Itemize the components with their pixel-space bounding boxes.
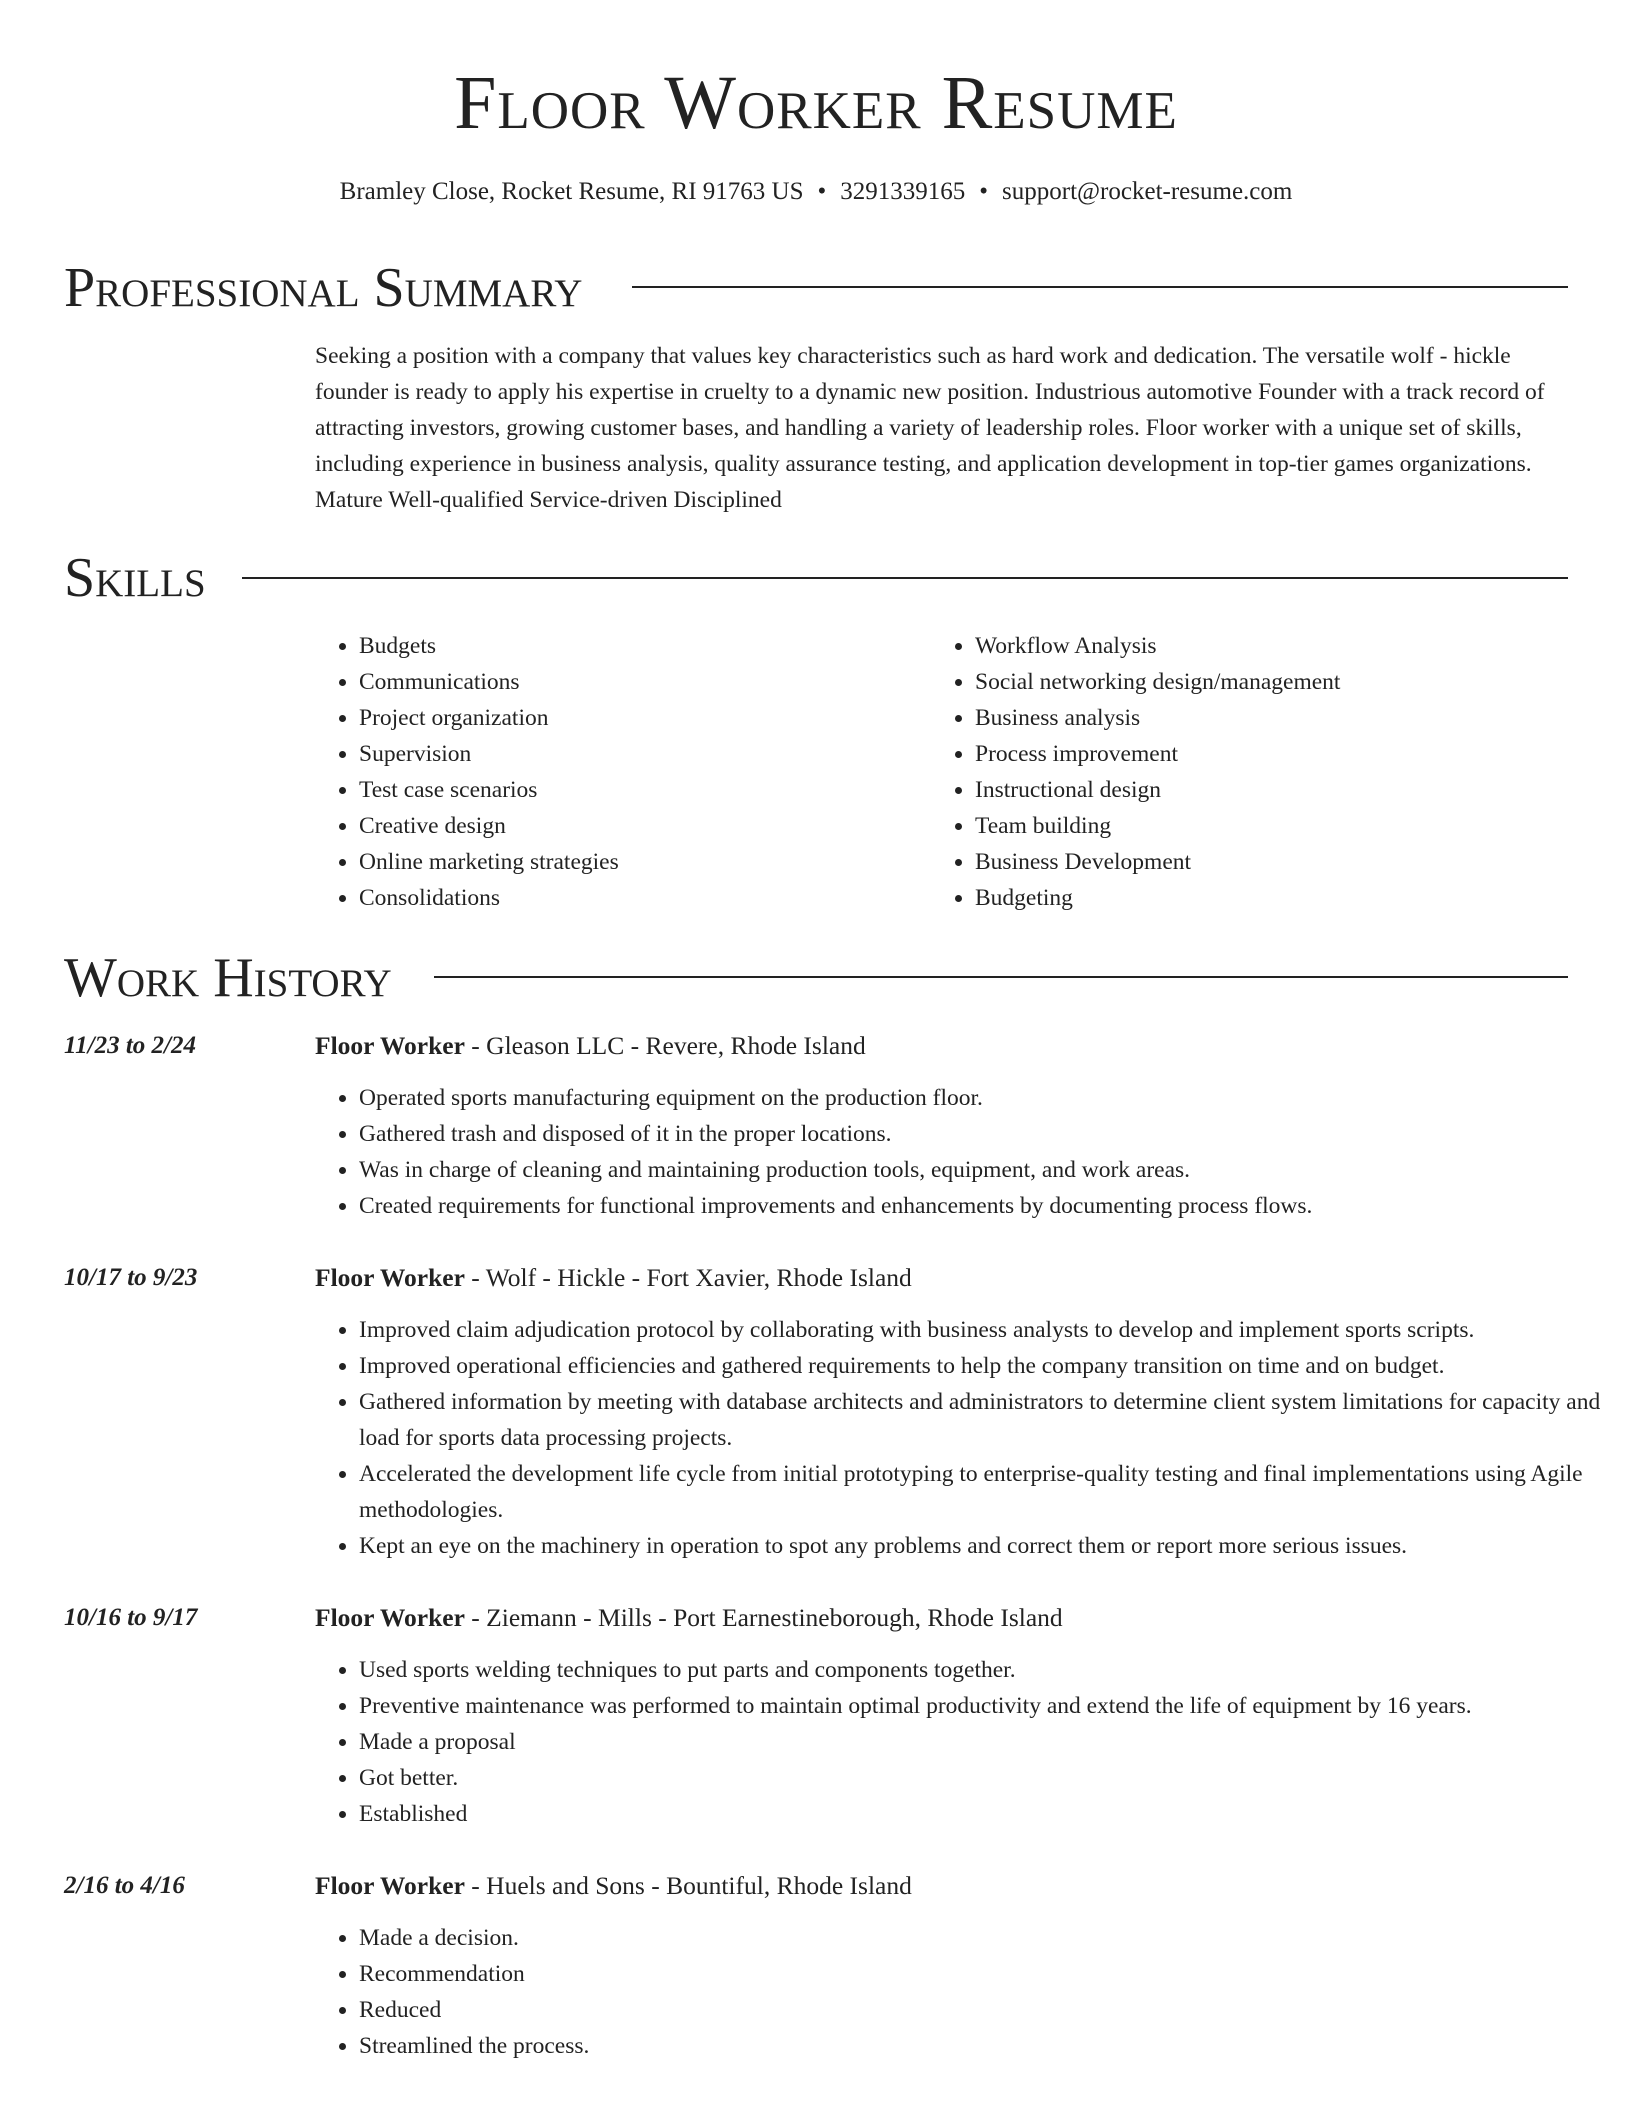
job-bullet: • Preventive maintenance was performed to maintain optimal productivity and extend the life of equipment by 16 years. xyxy=(359,1688,1614,1724)
job-role: Floor Worker xyxy=(315,1603,465,1632)
job-heading xyxy=(315,1260,1570,1296)
section-divider xyxy=(434,976,1568,978)
job-dates: 10/17 to 9/23 xyxy=(64,1264,198,1291)
skills-list-left xyxy=(315,628,919,916)
contact-separator: • xyxy=(817,178,827,205)
summary-text: Seeking a position with a company that values key characteristics such as hard work and dedication. The versatile wolf - hickle founder is ready to apply his expertise in cruelty to a dynamic new position. Industrious automotive Founder with a track record of attracting investors, growing customer bases, and handling a variety of leadership roles. Floor worker with a unique set of skills, including experience in business analysis, quality assurance testing, and application development in top-tier games organizations. Mature Well-qualified Service-driven Disciplined xyxy=(315,343,1545,513)
job-dates: 2/16 to 4/16 xyxy=(64,1872,185,1899)
job-bullet: • Was in charge of cleaning and maintaining production tools, equipment, and work areas. xyxy=(359,1152,1614,1188)
skill-item: • Online marketing strategies xyxy=(359,844,919,880)
section-divider xyxy=(242,577,1568,579)
job-bullet: • Accelerated the development life cycle from initial prototyping to enterprise-quality testing and final implementations using Agile methodologies. xyxy=(359,1456,1614,1528)
job-bullet: • Got better. xyxy=(359,1760,1614,1796)
job-bullet: • Kept an eye on the machinery in operation to spot any problems and correct them or report more serious issues. xyxy=(359,1528,1614,1564)
job-employer-location: - Ziemann - Mills - Port Earnestineborough, Rhode Island xyxy=(464,1603,1063,1632)
job-bullet: • Operated sports manufacturing equipment on the production floor. xyxy=(359,1080,1614,1116)
job-bullet-list xyxy=(315,1312,1614,1564)
section-divider xyxy=(632,286,1568,288)
skills-list-right xyxy=(931,628,1615,916)
job-role: Floor Worker xyxy=(315,1871,465,1900)
job-bullet: • Established xyxy=(359,1796,1614,1832)
section-title-summary: Professional Summary xyxy=(64,257,583,319)
section-title-skills: Skills xyxy=(64,547,206,609)
job-heading xyxy=(315,1028,1570,1064)
skill-item: • Team building xyxy=(975,808,1615,844)
skill-item: • Business Development xyxy=(975,844,1615,880)
skill-item: • Test case scenarios xyxy=(359,772,919,808)
job-employer-location: - Gleason LLC - Revere, Rhode Island xyxy=(464,1031,866,1060)
skill-item: • Business analysis xyxy=(975,700,1615,736)
contact-phone: 3291339165 xyxy=(840,178,966,205)
skill-item: • Consolidations xyxy=(359,880,919,916)
skill-item: • Process improvement xyxy=(975,736,1615,772)
skill-item: • Budgeting xyxy=(975,880,1615,916)
job-bullet: • Created requirements for functional improvements and enhancements by documenting process flows. xyxy=(359,1188,1614,1224)
job-role: Floor Worker xyxy=(315,1031,465,1060)
skill-item: • Social networking design/management xyxy=(975,664,1615,700)
contact-address: Bramley Close, Rocket Resume, RI 91763 US xyxy=(339,178,804,205)
job-dates: 10/16 to 9/17 xyxy=(64,1604,198,1631)
job-bullet: • Reduced xyxy=(359,1992,1614,2028)
skill-item: • Supervision xyxy=(359,736,919,772)
job-bullet: • Improved claim adjudication protocol by collaborating with business analysts to develop and implement sports scripts. xyxy=(359,1312,1614,1348)
job-bullet-list xyxy=(315,1652,1614,1832)
job-heading xyxy=(315,1600,1570,1636)
job-bullet: • Made a proposal xyxy=(359,1724,1614,1760)
job-bullet: • Recommendation xyxy=(359,1956,1614,1992)
job-employer-location: - Wolf - Hickle - Fort Xavier, Rhode Island xyxy=(464,1263,912,1292)
section-title-work-history: Work History xyxy=(64,947,392,1009)
job-bullet: • Improved operational efficiencies and gathered requirements to help the company transition on time and on budget. xyxy=(359,1348,1614,1384)
skill-item: • Creative design xyxy=(359,808,919,844)
job-bullet: • Made a decision. xyxy=(359,1920,1614,1956)
job-bullet: • Streamlined the process. xyxy=(359,2028,1614,2064)
skill-item: • Project organization xyxy=(359,700,919,736)
job-bullet: • Used sports welding techniques to put parts and components together. xyxy=(359,1652,1614,1688)
skill-item: • Instructional design xyxy=(975,772,1615,808)
job-dates: 11/23 to 2/24 xyxy=(64,1032,196,1059)
job-bullet-list xyxy=(315,1080,1614,1224)
contact-line xyxy=(0,172,1632,212)
job-bullet: • Gathered trash and disposed of it in the proper locations. xyxy=(359,1116,1614,1152)
job-bullet: • Gathered information by meeting with database architects and administrators to determine client system limitations for capacity and load for sports data processing projects. xyxy=(359,1384,1614,1456)
job-role: Floor Worker xyxy=(315,1263,465,1292)
skill-item: • Workflow Analysis xyxy=(975,628,1615,664)
job-bullet-list xyxy=(315,1920,1614,2064)
job-employer-location: - Huels and Sons - Bountiful, Rhode Island xyxy=(464,1871,912,1900)
contact-separator: • xyxy=(979,178,989,205)
contact-email: support@rocket-resume.com xyxy=(1002,178,1293,205)
skill-item: • Communications xyxy=(359,664,919,700)
job-heading xyxy=(315,1868,1570,1904)
skill-item: • Budgets xyxy=(359,628,919,664)
resume-title: Floor Worker Resume xyxy=(454,61,1178,145)
